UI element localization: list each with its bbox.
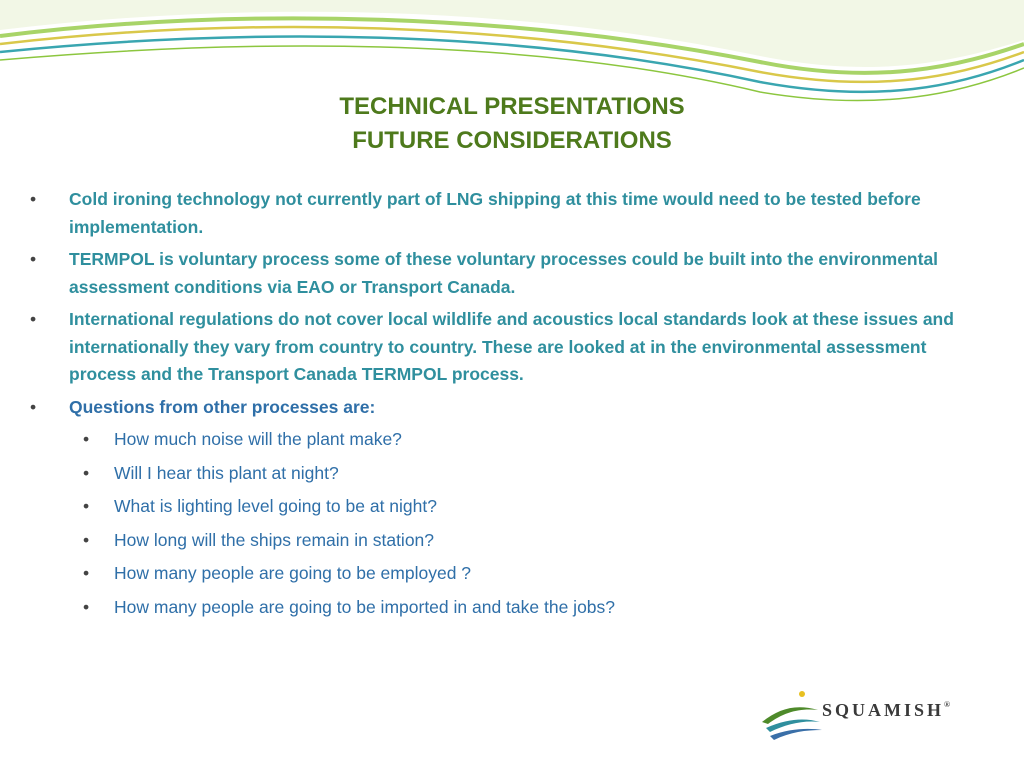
logo-wordmark xyxy=(822,700,950,721)
sub-bullet-text: How many people are going to be employed ? xyxy=(114,563,472,583)
bullet-list xyxy=(30,186,990,627)
bullet-dot: • xyxy=(83,429,90,449)
sub-list-item xyxy=(30,493,990,520)
bullet-dot: • xyxy=(83,462,90,483)
list-item xyxy=(30,186,990,241)
sub-list-item xyxy=(30,594,990,621)
bullet-dot: • xyxy=(30,309,37,329)
sub-list-item xyxy=(30,426,990,453)
sub-bullet-text: Will I hear this plant at night? xyxy=(114,462,339,483)
list-item xyxy=(30,394,990,422)
list-item xyxy=(30,246,990,301)
bullet-dot: • xyxy=(83,596,90,617)
registered-mark: ® xyxy=(944,700,950,709)
sub-bullet-text: How many people are going to be imported in and take the jobs? xyxy=(114,596,616,617)
sub-list-item xyxy=(30,560,990,587)
bullet-text: International regulations do not cover local wildlife and acoustics local standards look at these issues and internationally they vary from country to country. These are looked at in the environmental assessment process and the Transport Canada TERMPOL process. xyxy=(69,309,954,384)
bullet-dot: • xyxy=(83,496,90,516)
bullet-dot: • xyxy=(30,396,37,417)
slide-title xyxy=(0,90,1024,158)
bullet-dot: • xyxy=(83,529,90,550)
logo-text: SQUAMISH xyxy=(822,700,945,720)
bullet-text: Cold ironing technology not currently part of LNG shipping at this time would need to be tested before implementation. xyxy=(69,189,921,237)
title-line-1: TECHNICAL PRESENTATIONS xyxy=(339,93,685,120)
sub-bullet-text: What is lighting level going to be at night? xyxy=(114,496,437,516)
title-line-2: FUTURE CONSIDERATIONS xyxy=(352,127,672,154)
bullet-dot: • xyxy=(83,563,90,583)
list-item xyxy=(30,306,990,389)
sub-bullet-text: How long will the ships remain in station? xyxy=(114,529,435,550)
bullet-text: TERMPOL is voluntary process some of these voluntary processes could be built into the environmental assessment conditions via EAO or Transport Canada. xyxy=(69,249,939,297)
bullet-text: Questions from other processes are: xyxy=(69,396,376,417)
sub-list-item xyxy=(30,527,990,554)
bullet-dot: • xyxy=(30,249,37,269)
sub-list-item xyxy=(30,460,990,487)
bullet-dot: • xyxy=(30,189,37,209)
sub-bullet-text: How much noise will the plant make? xyxy=(114,429,402,449)
